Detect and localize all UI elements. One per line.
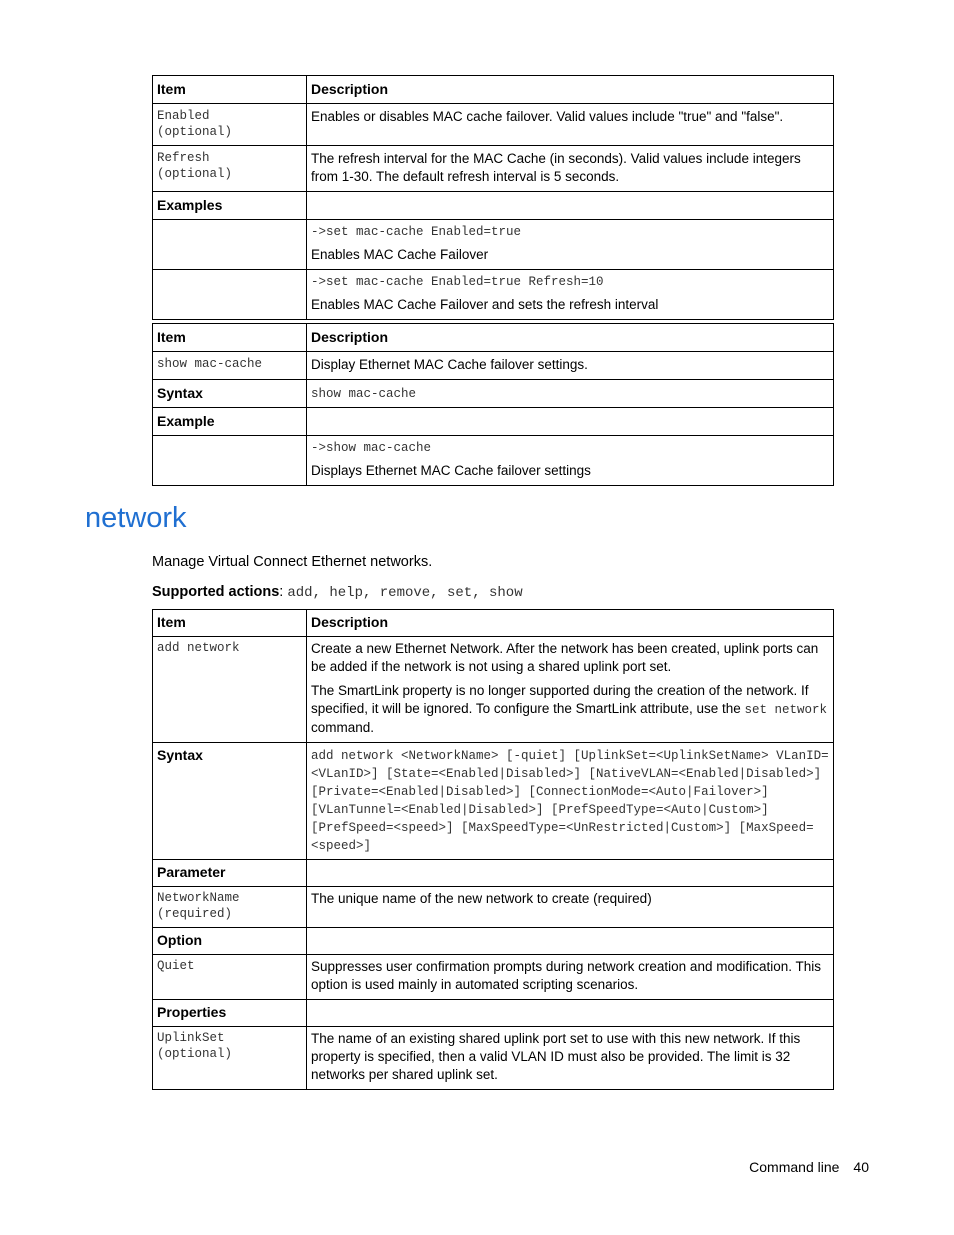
properties-label: Properties bbox=[153, 1000, 307, 1027]
empty-cell bbox=[307, 928, 834, 955]
column-header-item: Item bbox=[153, 324, 307, 352]
empty-cell bbox=[153, 436, 307, 486]
properties-label-row bbox=[153, 1000, 834, 1027]
empty-cell bbox=[153, 220, 307, 270]
column-header-description: Description bbox=[307, 610, 834, 637]
syntax-label: Syntax bbox=[153, 380, 307, 408]
table-header-row bbox=[153, 76, 834, 104]
syntax-row bbox=[153, 743, 834, 860]
syntax-cell bbox=[307, 380, 834, 408]
description-cell: Suppresses user confirmation prompts during network creation and modification. This option is used mainly in automated scripting scenarios. bbox=[307, 955, 834, 1000]
example-text: Enables MAC Cache Failover and sets the refresh interval bbox=[311, 297, 659, 312]
description-cell: The refresh interval for the MAC Cache (in seconds). Valid values include integers from 1-30. The default refresh interval is 5 seconds. bbox=[307, 146, 834, 192]
item-cell bbox=[153, 637, 307, 743]
table-row bbox=[153, 637, 834, 743]
parameter-name: NetworkName bbox=[157, 891, 240, 905]
table-header-row bbox=[153, 610, 834, 637]
item-cell bbox=[153, 887, 307, 928]
inline-code: set network bbox=[744, 703, 828, 717]
description-cell: Display Ethernet MAC Cache failover settings. bbox=[307, 352, 834, 380]
footer-section-name: Command line bbox=[749, 1159, 840, 1175]
command-name: add network bbox=[157, 641, 240, 655]
example-cell bbox=[307, 220, 834, 270]
description-paragraph: Create a new Ethernet Network. After the network has been created, uplink ports can be added if the network is not using a shared uplink port set. bbox=[311, 641, 819, 674]
table-row bbox=[153, 887, 834, 928]
example-text: Displays Ethernet MAC Cache failover settings bbox=[311, 463, 591, 478]
description-cell: Enables or disables MAC cache failover. Valid values include "true" and "false". bbox=[307, 104, 834, 146]
table-row bbox=[153, 1027, 834, 1090]
example-command: ->show mac-cache bbox=[311, 441, 432, 455]
parameter-qualifier: (required) bbox=[157, 907, 233, 921]
example-row bbox=[153, 270, 834, 320]
item-qualifier: (optional) bbox=[157, 125, 233, 139]
item-cell bbox=[153, 352, 307, 380]
paragraph-text: The SmartLink property is no longer supported during the creation of the network. If specified, it will be ignored. To configure the SmartLink attribute, use the bbox=[311, 683, 809, 716]
column-header-item: Item bbox=[153, 610, 307, 637]
column-header-item: Item bbox=[153, 76, 307, 104]
empty-cell bbox=[307, 192, 834, 220]
example-cell bbox=[307, 436, 834, 486]
description-cell: The unique name of the new network to create (required) bbox=[307, 887, 834, 928]
option-name: Quiet bbox=[157, 959, 195, 973]
description-cell: The name of an existing shared uplink port set to use with this new network. If this property is specified, then a valid VLAN ID must also be provided. The limit is 32 networks per shared uplink set. bbox=[307, 1027, 834, 1090]
column-header-description: Description bbox=[307, 324, 834, 352]
parameter-label: Parameter bbox=[153, 860, 307, 887]
table-row bbox=[153, 955, 834, 1000]
example-command: ->set mac-cache Enabled=true Refresh=10 bbox=[311, 275, 604, 289]
syntax-cell bbox=[307, 743, 834, 860]
description-cell bbox=[307, 637, 834, 743]
description-paragraph bbox=[311, 682, 829, 737]
item-qualifier: (optional) bbox=[157, 167, 233, 181]
example-text: Enables MAC Cache Failover bbox=[311, 247, 489, 262]
table-row bbox=[153, 104, 834, 146]
item-cell bbox=[153, 104, 307, 146]
item-cell bbox=[153, 146, 307, 192]
mac-cache-set-table bbox=[152, 75, 834, 320]
supported-actions-list: add, help, remove, set, show bbox=[287, 585, 523, 601]
examples-label-row bbox=[153, 192, 834, 220]
page-footer bbox=[749, 1159, 869, 1175]
paragraph-text: command. bbox=[311, 720, 375, 735]
empty-cell bbox=[153, 270, 307, 320]
supported-actions-label: Supported actions bbox=[152, 584, 280, 600]
empty-cell bbox=[307, 408, 834, 436]
item-cell bbox=[153, 1027, 307, 1090]
syntax-label: Syntax bbox=[153, 743, 307, 860]
empty-cell bbox=[307, 1000, 834, 1027]
example-row bbox=[153, 220, 834, 270]
example-command: ->set mac-cache Enabled=true bbox=[311, 225, 522, 239]
example-label: Example bbox=[153, 408, 307, 436]
parameter-label-row bbox=[153, 860, 834, 887]
property-name: UplinkSet bbox=[157, 1031, 225, 1045]
supported-actions: Supported actions: add, help, remove, set, show bbox=[152, 584, 523, 601]
option-label: Option bbox=[153, 928, 307, 955]
syntax-row bbox=[153, 380, 834, 408]
syntax-text: add network <NetworkName> [-quiet] [UplinkSet=<UplinkSetName> VLanID=<VLanID>] [State=<Enabled|Disabled>] [NativeVLAN=<Enabled|Disabled>] [Private=<Enabled|Disabled>] [ConnectionMode=<Auto|Failover>] [VLanTunnel=<Enabled|Disabled>] [PrefSpeedType=<Auto|Custom>] [PrefSpeed=<speed>] [MaxSpeedType=<UnRestricted|Custom>] [MaxSpeed=<speed>] bbox=[311, 749, 829, 853]
section-intro: Manage Virtual Connect Ethernet networks. bbox=[152, 554, 433, 570]
property-qualifier: (optional) bbox=[157, 1047, 233, 1061]
item-cell bbox=[153, 955, 307, 1000]
page-number: 40 bbox=[853, 1159, 869, 1175]
table-row bbox=[153, 146, 834, 192]
mac-cache-show-table bbox=[152, 323, 834, 486]
option-label-row bbox=[153, 928, 834, 955]
example-cell bbox=[307, 270, 834, 320]
example-label-row bbox=[153, 408, 834, 436]
item-name: Enabled bbox=[157, 109, 210, 123]
table-header-row bbox=[153, 324, 834, 352]
table-row bbox=[153, 352, 834, 380]
syntax-text: show mac-cache bbox=[311, 387, 417, 401]
item-name: Refresh bbox=[157, 151, 210, 165]
example-row bbox=[153, 436, 834, 486]
empty-cell bbox=[307, 860, 834, 887]
column-header-description: Description bbox=[307, 76, 834, 104]
examples-label: Examples bbox=[153, 192, 307, 220]
section-title: network bbox=[85, 502, 187, 534]
command-name: show mac-cache bbox=[157, 357, 263, 371]
add-network-table bbox=[152, 609, 834, 1090]
